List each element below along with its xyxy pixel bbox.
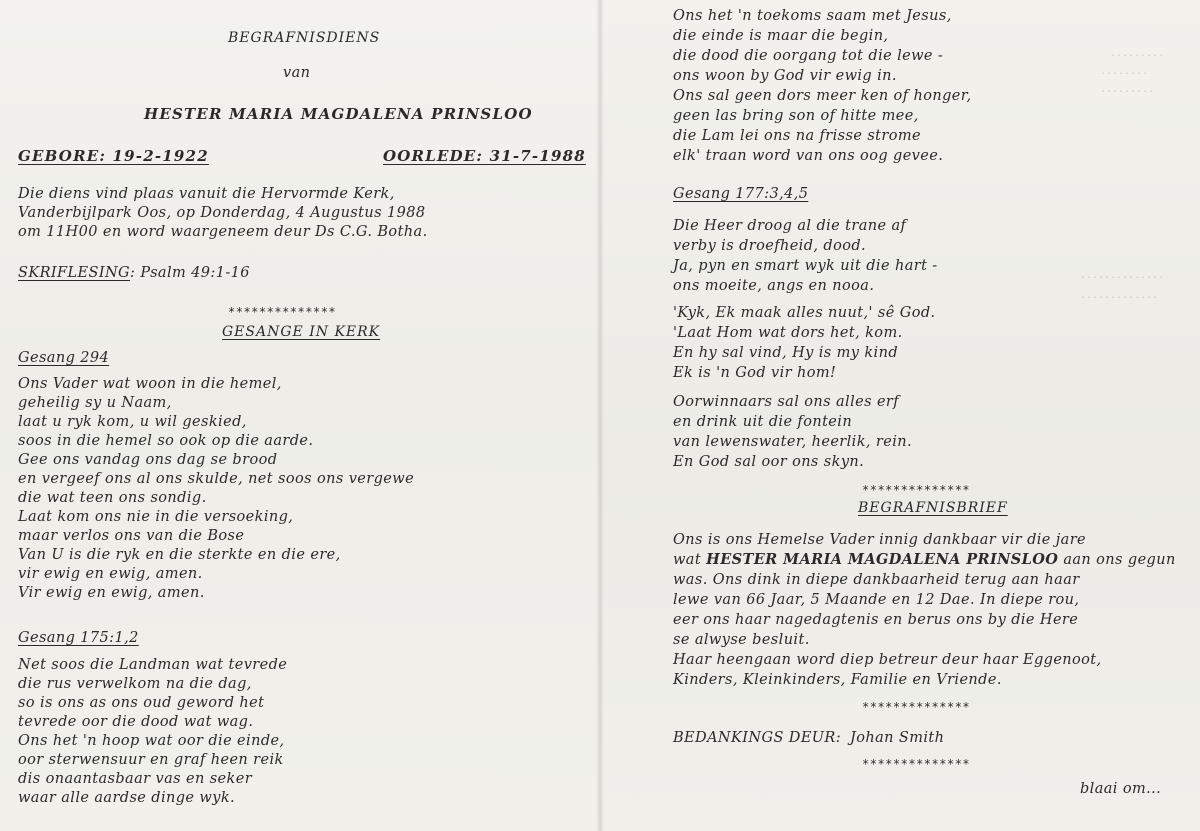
- bleed-through-text: .........: [1100, 84, 1155, 95]
- hymn-title: Gesang 175:1,2: [18, 630, 139, 646]
- hymn-line: Ons het 'n hoop wat oor die einde,: [18, 733, 285, 749]
- hymn-line: En hy sal vind, Hy is my kind: [673, 345, 899, 361]
- letter-line: was. Ons dink in diepe dankbaarheid terug aan haar: [673, 572, 1080, 588]
- hymn-title: Gesang 294: [18, 350, 110, 366]
- letter-line: Ons is ons Hemelse Vader innig dankbaar vir die jare: [673, 532, 1087, 548]
- hymn-line: en drink uit die fontein: [673, 414, 853, 430]
- bleed-through-text: .........: [1110, 48, 1165, 59]
- letter-line: Haar heengaan word diep betreur deur haar Eggenoot,: [673, 652, 1102, 668]
- bleed-through-text: ........: [1100, 66, 1149, 77]
- hymn-line: ons moeite, angs en nooa.: [673, 278, 875, 294]
- letter-text: wat: [673, 552, 707, 568]
- hymn-line: en vergeef ons al ons skulde, net soos ons vergewe: [18, 471, 415, 487]
- separator-stars: **************: [862, 757, 971, 771]
- hymn-line: waar alle aardse dinge wyk.: [18, 790, 236, 806]
- separator-stars: **************: [228, 305, 337, 319]
- letter-line: eer ons haar nagedagtenis en berus ons by die Here: [673, 612, 1079, 628]
- thanks-label: BEDANKINGS DEUR:: [673, 730, 842, 746]
- verse-line: ons woon by God vir ewig in.: [673, 68, 897, 84]
- bleed-through-text: ..............: [1080, 270, 1165, 281]
- hymn-line: tevrede oor die dood wat wag.: [18, 714, 254, 730]
- hymn-line: so is ons as ons oud geword het: [18, 695, 265, 711]
- scripture-reading: [18, 263, 250, 283]
- turn-over-note: blaai om...: [1080, 781, 1162, 797]
- hymn-line: Van U is die ryk en die sterkte en die ere,: [18, 547, 341, 563]
- letter-text: aan ons gegun: [1058, 552, 1176, 568]
- hymn-line: Net soos die Landman wat tevrede: [18, 657, 288, 673]
- hymn-line: soos in die hemel so ook op die aarde.: [18, 433, 314, 449]
- separator-stars: **************: [862, 483, 971, 497]
- hymn-line: Oorwinnaars sal ons alles erf: [673, 394, 900, 410]
- verse-line: Ons het 'n toekoms saam met Jesus,: [673, 8, 952, 24]
- separator-stars: **************: [862, 700, 971, 714]
- hymn-line: vir ewig en ewig, amen.: [18, 566, 203, 582]
- hymn-line: die rus verwelkom na die dag,: [18, 676, 252, 692]
- verse-line: geen las bring son of hitte mee,: [673, 108, 919, 124]
- hymn-line: oor sterwensuur en graf heen reik: [18, 752, 284, 768]
- hymn-line: geheilig sy u Naam,: [18, 395, 172, 411]
- death-date: OORLEDE: 31-7-1988: [383, 147, 586, 165]
- hymn-line: dis onaantasbaar vas en seker: [18, 771, 253, 787]
- scripture-value: : Psalm 49:1-16: [130, 265, 250, 281]
- hymn-line: 'Kyk, Ek maak alles nuut,' sê God.: [673, 305, 936, 321]
- service-line: om 11H00 en word waargeneem deur Ds C.G. Botha.: [18, 224, 428, 240]
- deceased-name: HESTER MARIA MAGDALENA PRINSLOO: [144, 105, 533, 123]
- letter-deceased-name: HESTER MARIA MAGDALENA PRINSLOO: [706, 551, 1059, 568]
- hymn-line: En God sal oor ons skyn.: [673, 454, 865, 470]
- service-line: Vanderbijlpark Oos, op Donderdag, 4 Augustus 1988: [18, 205, 426, 221]
- verse-line: elk' traan word van ons oog gevee.: [673, 148, 944, 164]
- document-title: BEGRAFNISDIENS: [228, 30, 381, 46]
- page-fold: [597, 0, 603, 831]
- hymn-line: Die Heer droog al die trane af: [673, 218, 907, 234]
- letter-line: lewe van 66 Jaar, 5 Maande en 12 Dae. In diepe rou,: [673, 592, 1080, 608]
- hymn-line: 'Laat Hom wat dors het, kom.: [673, 325, 903, 341]
- letter-heading: BEGRAFNISBRIEF: [858, 500, 1008, 516]
- hymn-line: maar verlos ons van die Bose: [18, 528, 245, 544]
- verse-line: Ons sal geen dors meer ken of honger,: [673, 88, 972, 104]
- hymn-line: Ons Vader wat woon in die hemel,: [18, 376, 282, 392]
- hymn-line: laat u ryk kom, u wil geskied,: [18, 414, 247, 430]
- hymn-title: Gesang 177:3,4,5: [673, 186, 809, 202]
- hymn-line: Gee ons vandag ons dag se brood: [18, 452, 278, 468]
- hymn-line: Laat kom ons nie in die versoeking,: [18, 509, 294, 525]
- van-label: van: [283, 65, 311, 81]
- hymn-line: van lewenswater, heerlik, rein.: [673, 434, 913, 450]
- letter-line: Kinders, Kleinkinders, Familie en Vriende.: [673, 672, 1002, 688]
- hymn-line: die wat teen ons sondig.: [18, 490, 207, 506]
- service-line: Die diens vind plaas vanuit die Hervormde Kerk,: [18, 186, 395, 202]
- verse-line: die Lam lei ons na frisse strome: [673, 128, 921, 144]
- songs-heading: GESANGE IN KERK: [222, 324, 381, 340]
- letter-line: [673, 550, 1176, 570]
- hymn-line: Vir ewig en ewig, amen.: [18, 585, 205, 601]
- hymn-line: verby is droefheid, dood.: [673, 238, 867, 254]
- thanks-name: Johan Smith: [850, 730, 945, 746]
- hymn-line: Ek is 'n God vir hom!: [673, 365, 837, 381]
- letter-line: se alwyse besluit.: [673, 632, 810, 648]
- hymn-line: Ja, pyn en smart wyk uit die hart -: [673, 258, 938, 274]
- verse-line: die einde is maar die begin,: [673, 28, 889, 44]
- birth-date: GEBORE: 19-2-1922: [18, 147, 209, 165]
- bleed-through-text: .............: [1080, 290, 1159, 301]
- scripture-label: SKRIFLESING: [18, 265, 131, 281]
- verse-line: die dood die oorgang tot die lewe -: [673, 48, 944, 64]
